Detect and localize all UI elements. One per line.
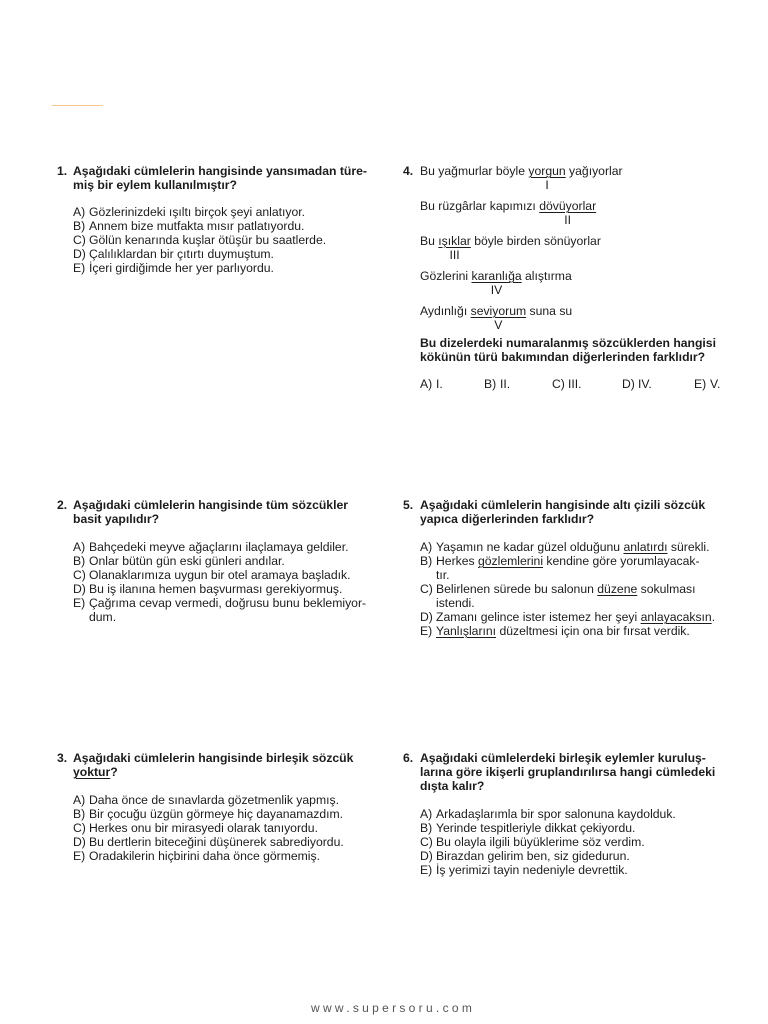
option-text: Çağrıma cevap vermedi, doğrusu bunu beklemiyor-	[89, 596, 367, 610]
option-text: III.	[568, 377, 582, 391]
option-c	[73, 233, 367, 247]
question-5	[403, 498, 715, 638]
verse-text: Aydınlığı	[420, 304, 471, 318]
option-text: .	[711, 610, 716, 624]
option-text: Yerinde tespitleriyle dikkat çekiyordu.	[436, 821, 636, 835]
option-b-continuation: tır.	[436, 568, 450, 582]
verse-5	[420, 304, 716, 339]
option-text: Zamanı gelince ister istemez her şeyi	[436, 610, 641, 624]
underlined-word: ışıklar	[438, 234, 471, 248]
option-label: D)	[420, 849, 433, 863]
stem-line: larına göre ikişerli gruplandırılırsa hangi cümledeki	[420, 765, 716, 779]
option-c-continuation: istendi.	[436, 596, 475, 610]
question-stem	[73, 751, 353, 779]
option-label: B)	[73, 219, 86, 233]
option-e	[73, 261, 367, 275]
numbered-word	[438, 234, 471, 262]
stem-line: miş bir eylem kullanılmıştır?	[73, 178, 237, 192]
underlined-word: gözlemlerini	[478, 554, 544, 568]
answer-options	[73, 793, 353, 863]
roman-numeral: I	[545, 178, 549, 192]
stem-punctuation: ?	[110, 765, 118, 779]
option-d	[73, 247, 367, 261]
option-e	[73, 596, 366, 610]
emphasized-word: yoktur	[73, 765, 111, 779]
option-label: C)	[552, 377, 565, 391]
option-text: Herkes	[436, 554, 478, 568]
answer-options	[420, 377, 721, 391]
question-body	[73, 498, 366, 624]
stem-line	[73, 765, 353, 779]
option-text: Bu olayla ilgili büyüklerime söz verdim.	[436, 835, 645, 849]
numbered-word	[528, 164, 566, 192]
question-body	[420, 164, 721, 391]
underlined-word: dövüyorlar	[539, 199, 597, 213]
question-stem	[420, 751, 715, 793]
option-label: E)	[694, 377, 707, 391]
option-c	[420, 582, 715, 596]
option-d	[622, 377, 652, 391]
option-a	[420, 377, 443, 391]
option-text: Bu dertlerin biteceğini düşünerek sabrediyordu.	[89, 835, 344, 849]
option-a	[73, 205, 367, 219]
option-text: Bahçedeki meyve ağaçlarını ilaçlamaya geldiler.	[89, 540, 349, 554]
option-label: A)	[73, 205, 86, 219]
option-label: D)	[73, 582, 86, 596]
question-stem	[420, 498, 715, 526]
question-number: 2.	[57, 498, 68, 512]
poem-verses	[420, 164, 716, 336]
verse-line	[420, 269, 716, 297]
answer-options	[73, 205, 367, 275]
option-b	[484, 377, 510, 391]
verse-line	[420, 234, 716, 262]
question-stem	[73, 498, 366, 526]
option-e-continuation: dum.	[89, 610, 117, 624]
option-text: IV.	[638, 377, 652, 391]
option-text: II.	[500, 377, 511, 391]
option-c	[73, 568, 366, 582]
option-label: D)	[622, 377, 635, 391]
question-number: 5.	[403, 498, 414, 512]
numbered-word	[539, 199, 597, 227]
option-e	[420, 624, 715, 638]
question-number: 4.	[403, 164, 414, 178]
option-text: kendine göre yorumlayacak-	[543, 554, 700, 568]
answer-options	[73, 540, 366, 624]
stem-line: Aşağıdaki cümlelerin hangisinde yansımadan türe-	[73, 164, 367, 178]
option-text: Birazdan gelirim ben, siz gidedurun.	[436, 849, 630, 863]
option-label: C)	[420, 835, 433, 849]
verse-2	[420, 199, 716, 234]
question-body	[73, 164, 367, 275]
verse-line	[420, 164, 716, 192]
option-label: A)	[420, 540, 433, 554]
verse-text: Bu	[420, 234, 439, 248]
option-e	[420, 863, 715, 877]
option-label: D)	[420, 610, 433, 624]
underlined-word: seviyorum	[470, 304, 527, 318]
stem-line: basit yapılıdır?	[73, 512, 160, 526]
underlined-word: yorgun	[528, 164, 566, 178]
underlined-word: Yanlışlarını	[436, 624, 497, 638]
question-body	[420, 498, 715, 638]
option-label: E)	[420, 624, 433, 638]
option-text: Belirlenen sürede bu salonun	[436, 582, 598, 596]
option-label: B)	[73, 807, 86, 821]
verse-3	[420, 234, 716, 269]
stem-line: Aşağıdaki cümlelerdeki birleşik eylemler kuruluş-	[420, 751, 706, 765]
option-text: İş yerimizi tayin nedeniyle devrettik.	[436, 863, 628, 877]
option-b	[73, 807, 353, 821]
option-a	[73, 793, 353, 807]
option-text: sürekli.	[667, 540, 710, 554]
option-label: E)	[73, 261, 86, 275]
underlined-word: anlatırdı	[623, 540, 668, 554]
option-text: I.	[436, 377, 443, 391]
verse-line	[420, 199, 716, 227]
question-2	[57, 498, 366, 624]
numbered-word	[471, 269, 522, 297]
question-1	[57, 164, 367, 275]
stem-line: Aşağıdaki cümlelerin hangisinde birleşik sözcük	[73, 751, 354, 765]
option-label: A)	[420, 377, 433, 391]
option-text: Bu iş ilanına hemen başvurması gerekiyormuş.	[89, 582, 343, 596]
option-c	[420, 835, 715, 849]
option-label: A)	[420, 807, 433, 821]
question-body	[73, 751, 353, 863]
question-stem	[73, 164, 367, 192]
option-label: E)	[73, 849, 86, 863]
question-6	[403, 751, 715, 877]
roman-numeral: IV	[490, 283, 503, 297]
footer-website: www.supersoru.com	[311, 1001, 476, 1015]
option-d	[420, 849, 715, 863]
numbered-word	[470, 304, 527, 332]
option-text: Gölün kenarında kuşlar ötüşür bu saatlerde.	[89, 233, 327, 247]
question-4	[403, 164, 721, 391]
option-d	[420, 610, 715, 624]
verse-1	[420, 164, 716, 199]
question-3	[57, 751, 353, 863]
option-text: Olanaklarımıza uygun bir otel aramaya başladık.	[89, 568, 351, 582]
option-e	[694, 377, 720, 391]
header-accent-rule	[52, 105, 103, 106]
verse-text: Gözlerini	[420, 269, 472, 283]
option-text: düzeltmesi için ona bir fırsat verdik.	[496, 624, 690, 638]
option-a	[420, 807, 715, 821]
verse-text: alıştırma	[521, 269, 572, 283]
option-text: Gözlerinizdeki ışıltı birçok şeyi anlatıyor.	[89, 205, 306, 219]
roman-numeral: V	[494, 318, 503, 332]
option-c	[552, 377, 582, 391]
option-text: Oradakilerin hiçbirini daha önce görmemiş.	[89, 849, 320, 863]
option-b	[73, 554, 366, 568]
question-stem	[420, 336, 716, 364]
option-a	[73, 540, 366, 554]
stem-line: Aşağıdaki cümlelerin hangisinde altı çizili sözcük	[420, 498, 706, 512]
option-label: D)	[73, 247, 86, 261]
option-c	[73, 821, 353, 835]
stem-line: dışta kalır?	[420, 779, 485, 793]
stem-line: Bu dizelerdeki numaralanmış sözcüklerden hangisi	[420, 336, 716, 350]
option-label: C)	[420, 582, 433, 596]
option-text: Bir çocuğu üzgün görmeye hiç dayanamazdım.	[89, 807, 344, 821]
option-label: D)	[73, 835, 86, 849]
stem-line: Aşağıdaki cümlelerin hangisinde tüm sözcükler	[73, 498, 348, 512]
option-b	[73, 219, 367, 233]
option-text: sokulması	[637, 582, 696, 596]
option-d	[73, 835, 353, 849]
option-label: C)	[73, 821, 86, 835]
option-label: B)	[420, 554, 433, 568]
verse-text: böyle birden sönüyorlar	[470, 234, 601, 248]
option-label: E)	[420, 863, 433, 877]
option-text: Yaşamın ne kadar güzel olduğunu	[436, 540, 624, 554]
option-label: A)	[73, 540, 86, 554]
verse-text: Bu yağmurlar böyle	[420, 164, 529, 178]
verse-text: suna su	[526, 304, 573, 318]
stem-line: kökünün türü bakımından diğerlerinden farklıdır?	[420, 350, 706, 364]
option-text: Onlar bütün gün eski günleri andılar.	[89, 554, 285, 568]
verse-text: yağıyorlar	[565, 164, 623, 178]
option-text: İçeri girdiğimde her yer parlıyordu.	[89, 261, 274, 275]
option-label: B)	[484, 377, 497, 391]
question-number: 1.	[57, 164, 68, 178]
option-label: B)	[420, 821, 433, 835]
verse-4	[420, 269, 716, 304]
option-label: C)	[73, 568, 86, 582]
stem-line: yapıca diğerlerinden farklıdır?	[420, 512, 595, 526]
option-text: Çalılıklardan bir çıtırtı duymuştum.	[89, 247, 274, 261]
option-text: Annem bize mutfakta mısır patlatıyordu.	[89, 219, 305, 233]
roman-numeral: III	[449, 248, 460, 262]
option-label: C)	[73, 233, 86, 247]
underlined-word: karanlığa	[471, 269, 522, 283]
option-text: V.	[710, 377, 721, 391]
option-text: Herkes onu bir mirasyedi olarak tanıyordu.	[89, 821, 318, 835]
verse-text: Bu rüzgârlar kapımızı	[420, 199, 540, 213]
verse-line	[420, 304, 716, 332]
option-text: Daha önce de sınavlarda gözetmenlik yapmış.	[89, 793, 339, 807]
question-number: 6.	[403, 751, 414, 765]
underlined-word: düzene	[597, 582, 638, 596]
option-d	[73, 582, 366, 596]
option-label: E)	[73, 596, 86, 610]
underlined-word: anlayacaksın	[640, 610, 712, 624]
option-a	[420, 540, 715, 554]
answer-options	[420, 540, 715, 638]
option-b	[420, 554, 715, 568]
option-e	[73, 849, 353, 863]
option-label: B)	[73, 554, 86, 568]
roman-numeral: II	[564, 213, 572, 227]
option-b	[420, 821, 715, 835]
option-label: A)	[73, 793, 86, 807]
answer-options	[420, 807, 715, 877]
question-body	[420, 751, 715, 877]
option-text: Arkadaşlarımla bir spor salonuna kaydolduk.	[436, 807, 676, 821]
question-number: 3.	[57, 751, 68, 765]
